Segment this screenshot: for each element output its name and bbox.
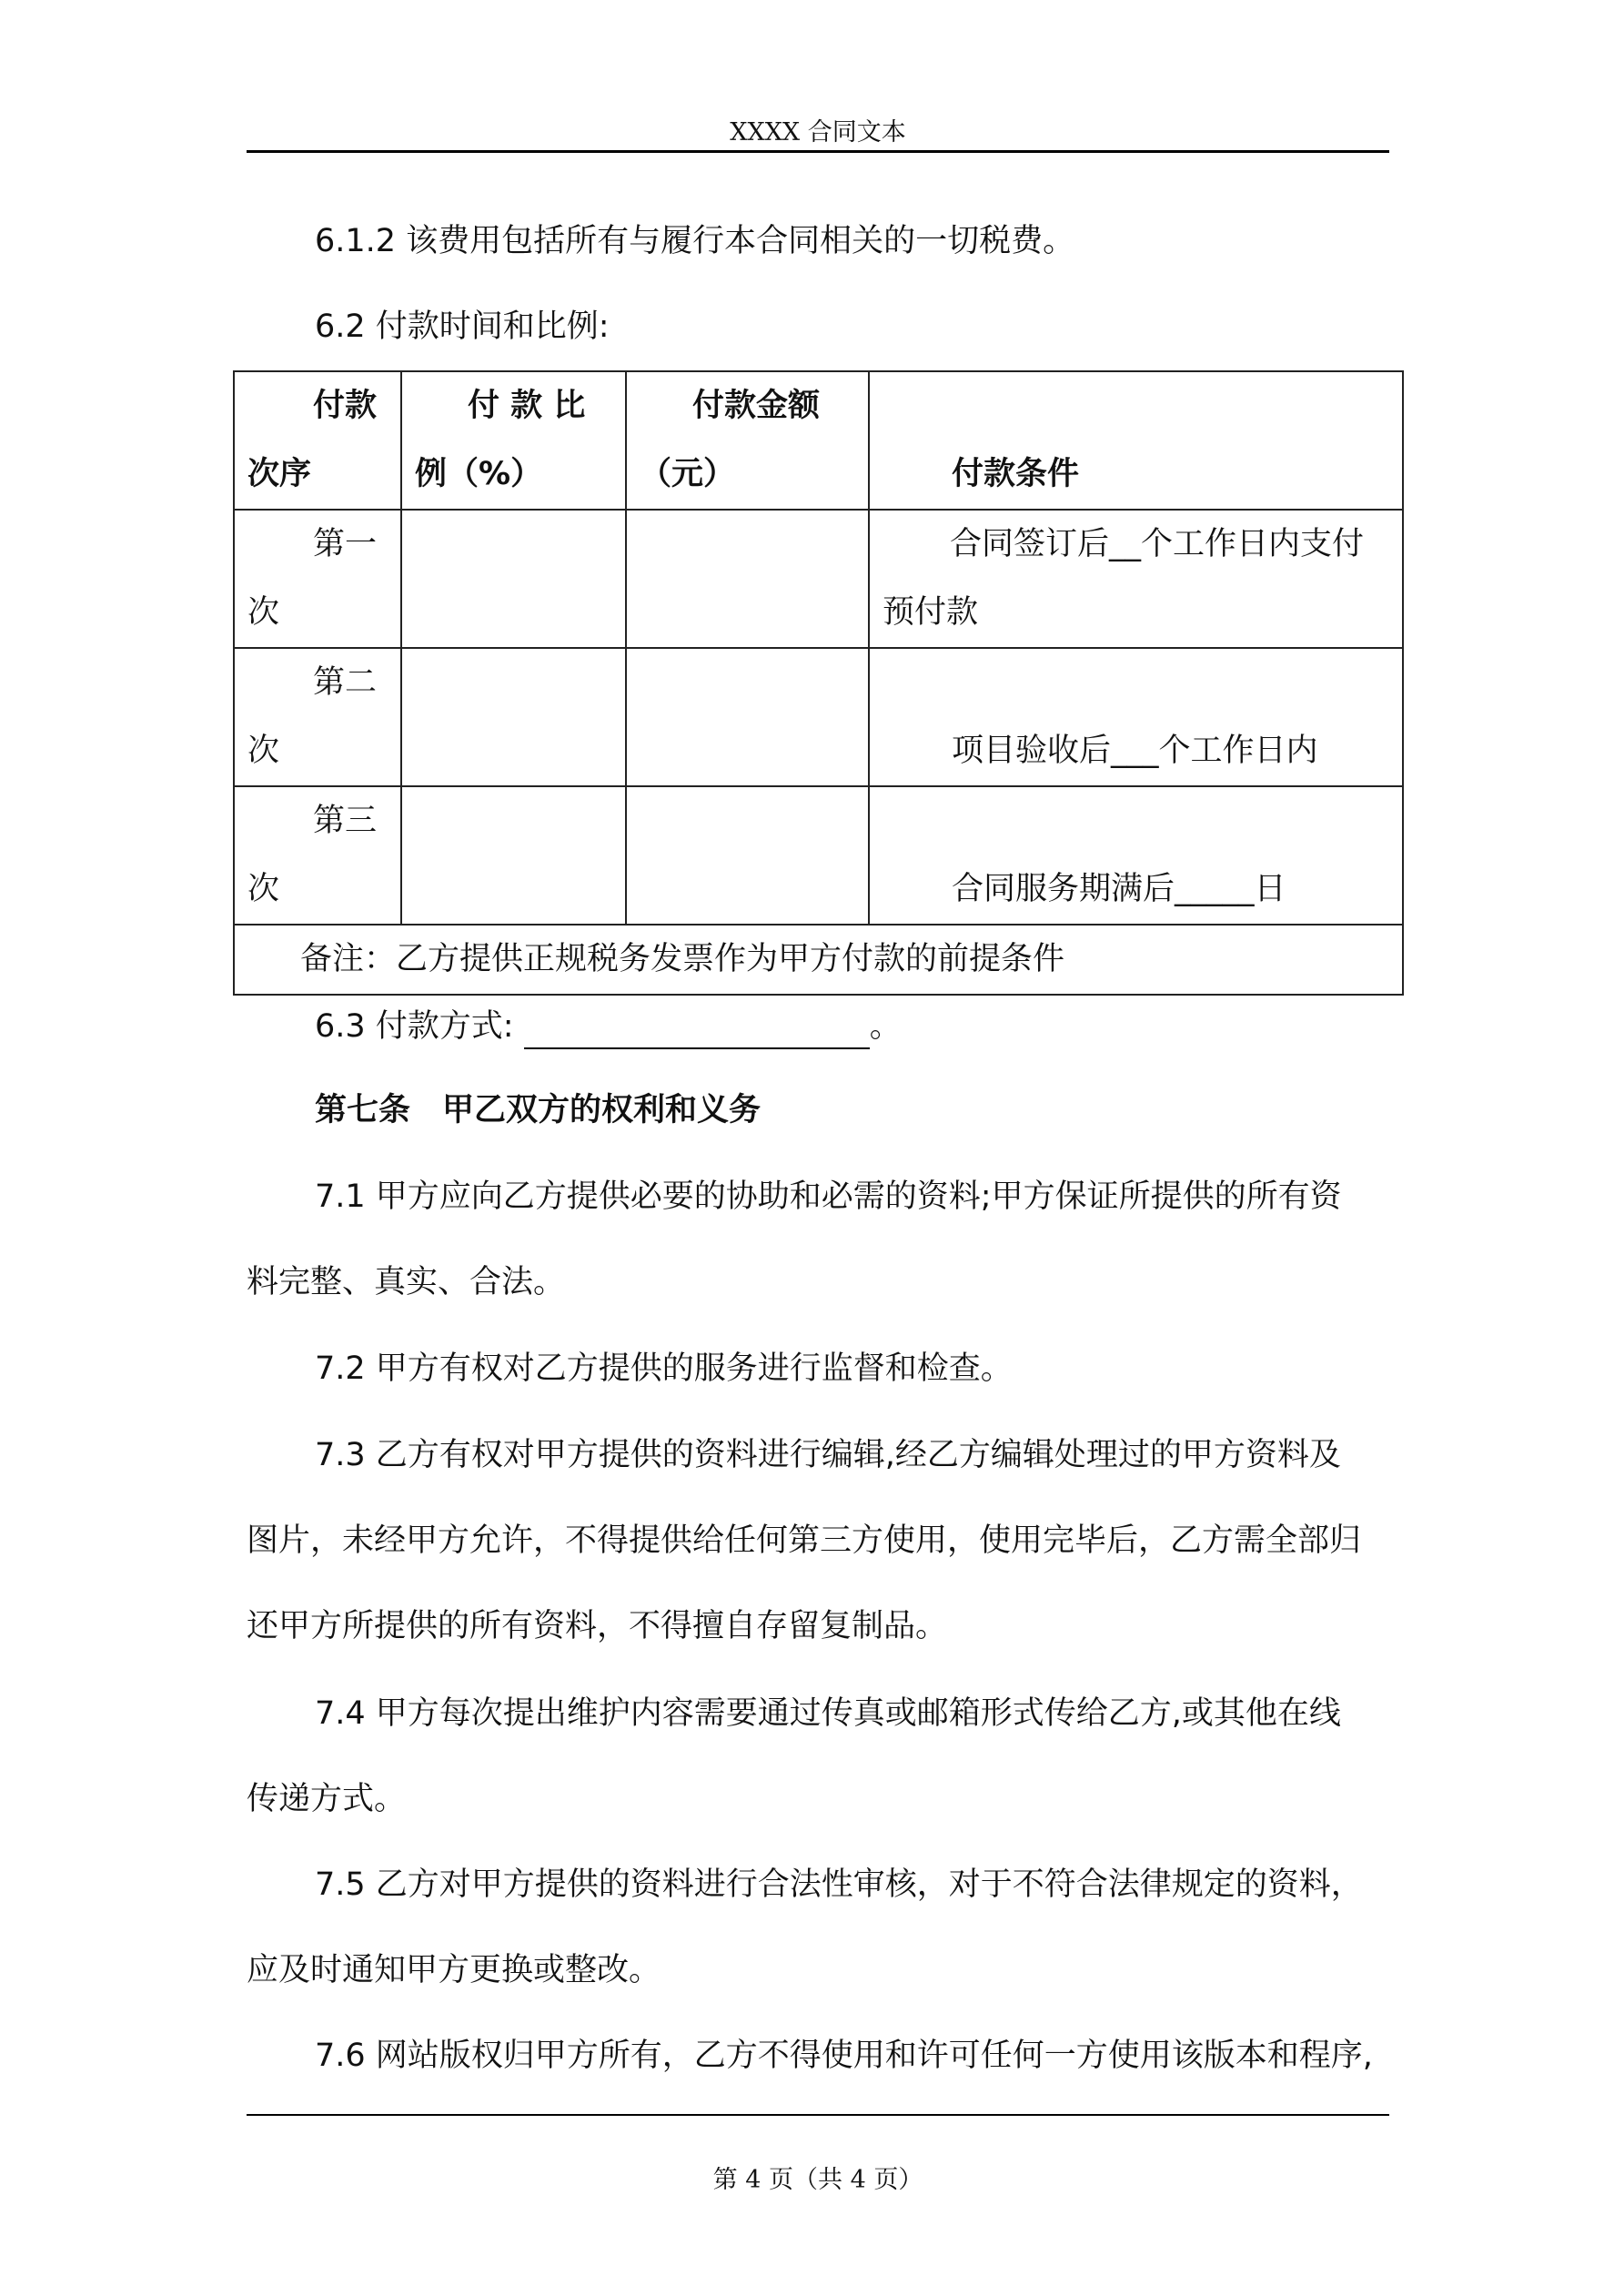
row-ratio [401,510,626,648]
clause-line: 还甲方所提供的所有资料，不得擅自存留复制品。 [247,1608,948,1644]
row-ratio [401,786,626,925]
row-order: 第三次 [234,786,401,925]
page-number: 第 4 页（共 4 页） [712,2166,923,2194]
header-order: 付款次序 [234,371,401,510]
payment-schedule-table [233,370,1404,996]
table-row [234,648,1403,786]
article-7-title: 第七条 甲乙双方的权利和义务 [315,1092,762,1128]
header-rule [247,150,1389,153]
row-condition: 合同签订后__个工作日内支付预付款 [869,510,1403,648]
footer-rule [247,2114,1389,2116]
table-header-row [234,371,1403,510]
row-condition: 合同服务期满后_____日 [869,786,1403,925]
row-amount [626,786,869,925]
page-header-title: XXXX 合同文本 [730,118,906,147]
clause-6-2: 6.2 付款时间和比例: [315,308,610,345]
payment-method-label: 6.3 付款方式: [315,1008,514,1045]
clause-line: 7.4 甲方每次提出维护内容需要通过传真或邮箱形式传给乙方,或其他在线 [315,1695,1341,1732]
clause-line: 7.1 甲方应向乙方提供必要的协助和必需的资料;甲方保证所提供的所有资 [315,1178,1342,1215]
row-order: 第二次 [234,648,401,786]
table-row [234,510,1403,648]
header-condition: 付款条件 [869,371,1403,510]
table-note: 备注：乙方提供正规税务发票作为甲方付款的前提条件 [234,925,1403,995]
row-ratio [401,648,626,786]
clause-6-3 [247,1004,1407,1049]
row-amount [626,648,869,786]
table-note-row [234,925,1403,995]
clause-line: 7.3 乙方有权对甲方提供的资料进行编辑,经乙方编辑处理过的甲方资料及 [315,1437,1341,1473]
row-amount [626,510,869,648]
clause-6-1-2: 6.1.2 该费用包括所有与履行本合同相关的一切税费。 [315,223,1075,259]
clause-line: 7.5 乙方对甲方提供的资料进行合法性审核，对于不符合法律规定的资料， [315,1866,1363,1903]
clause-line: 传递方式。 [247,1781,407,1817]
clause-line: 7.2 甲方有权对乙方提供的服务进行监督和检查。 [315,1350,1013,1387]
clause-line: 应及时通知甲方更换或整改。 [247,1952,661,1988]
header-amount: 付款金额（元） [626,371,869,510]
row-condition: 项目验收后___个工作日内 [869,648,1403,786]
period: 。 [869,1008,902,1045]
clause-line: 7.6 网站版权归甲方所有，乙方不得使用和许可任何一方使用该版本和程序, [315,2038,1373,2074]
clause-line: 料完整、真实、合法。 [247,1264,566,1300]
clause-line: 图片，未经甲方允许，不得提供给任何第三方使用，使用完毕后，乙方需全部归 [247,1522,1362,1559]
table-row [234,786,1403,925]
row-order: 第一次 [234,510,401,648]
payment-method-blank [524,1015,870,1049]
header-ratio: 付 款 比 例（%） [401,371,626,510]
